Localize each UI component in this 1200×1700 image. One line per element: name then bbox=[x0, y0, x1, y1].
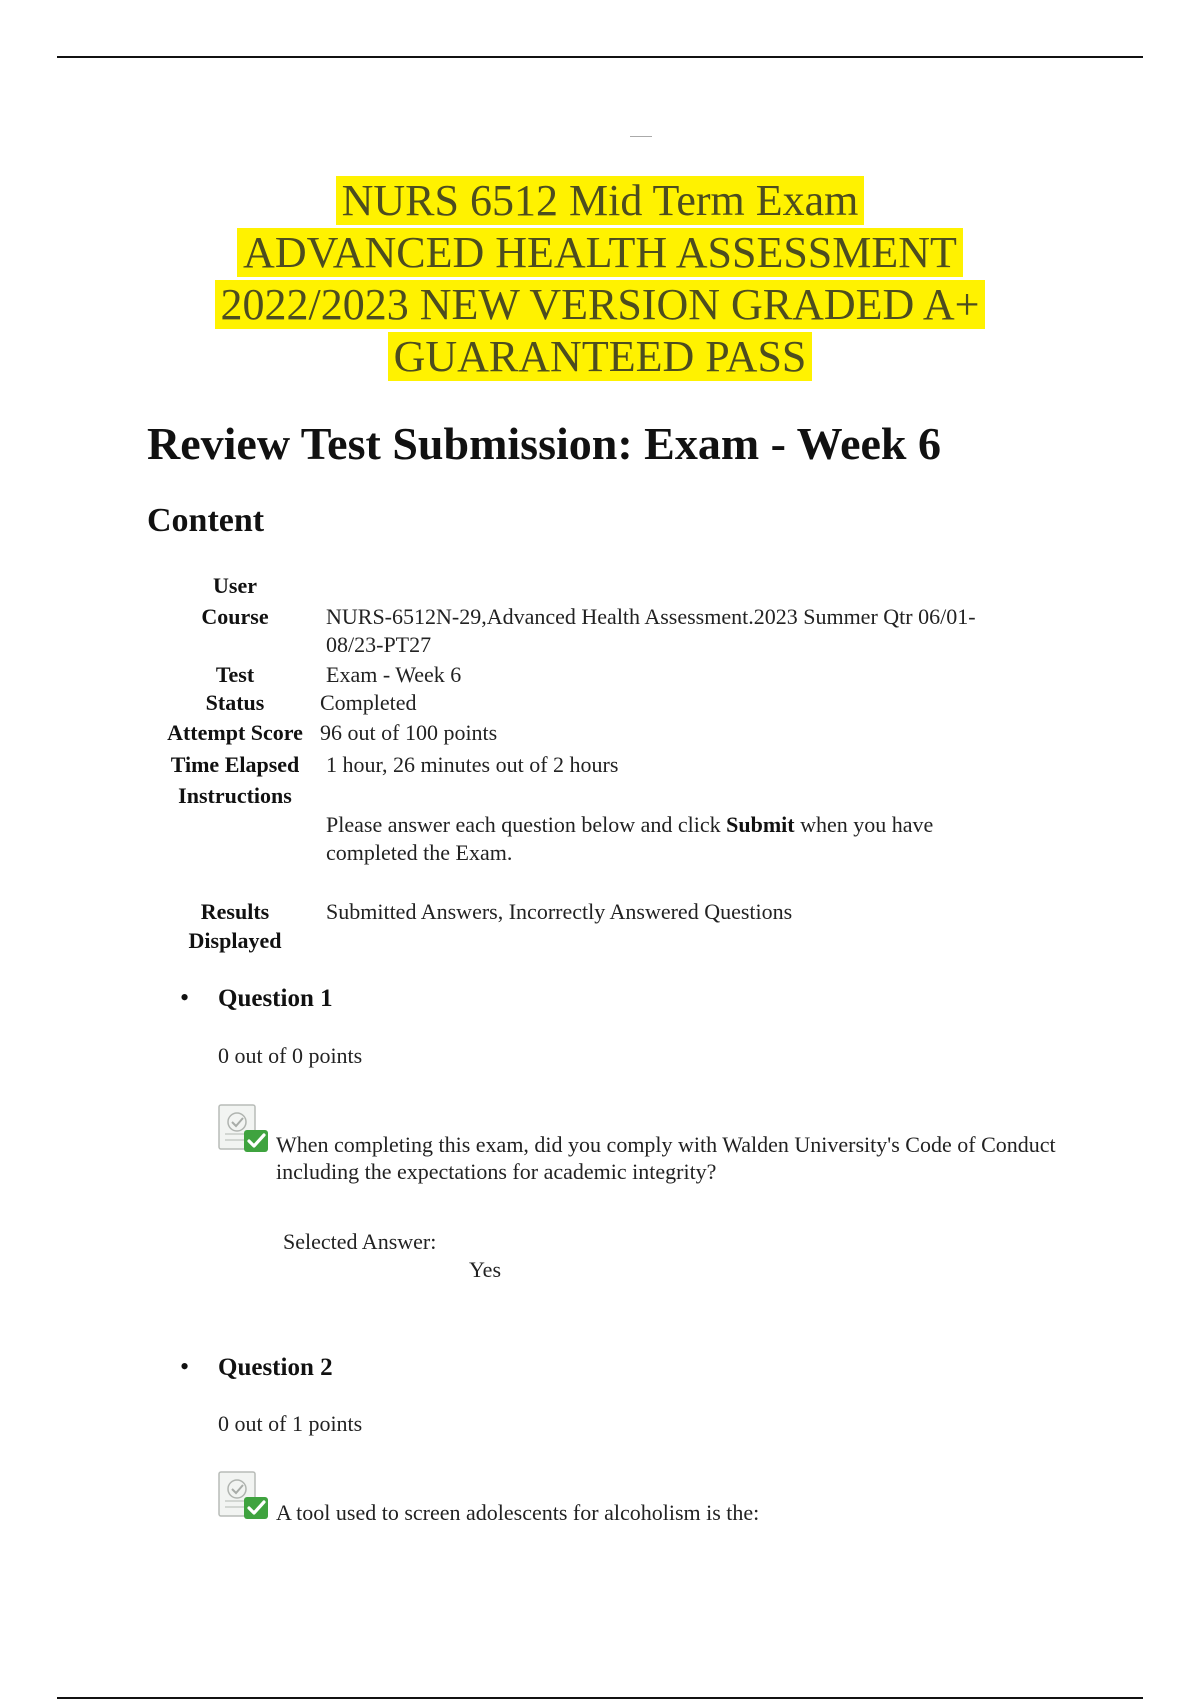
course-value-line-1: NURS-6512N-29,Advanced Health Assessment.2023 Summer Qtr 06/01- bbox=[326, 604, 976, 629]
highlighted-banner bbox=[0, 175, 1200, 383]
question-2-text: A tool used to screen adolescents for alcoholism is the: bbox=[276, 1500, 760, 1525]
section-title: Content bbox=[147, 502, 265, 539]
divider-mark bbox=[630, 136, 652, 137]
instructions-text-line-1 bbox=[326, 811, 1086, 839]
status-value: Completed bbox=[320, 690, 417, 715]
question-1-selected-answer-label: Selected Answer: bbox=[283, 1229, 437, 1254]
banner-line-3: 2022/2023 NEW VERSION GRADED A+ bbox=[215, 280, 986, 329]
checked-document-icon bbox=[218, 1471, 270, 1521]
question-1-title: Question 1 bbox=[218, 985, 333, 1012]
course-value-line-2: 08/23-PT27 bbox=[326, 632, 432, 657]
question-1-text-line-2: including the expectations for academic integrity? bbox=[276, 1159, 717, 1184]
question-2-title: Question 2 bbox=[218, 1354, 333, 1381]
question-1-bullet: • bbox=[180, 983, 190, 1012]
banner-line-1: NURS 6512 Mid Term Exam bbox=[336, 176, 865, 225]
question-1-selected-answer-value: Yes bbox=[469, 1257, 502, 1282]
banner-line-2: ADVANCED HEALTH ASSESSMENT bbox=[237, 228, 963, 277]
time-elapsed-value: 1 hour, 26 minutes out of 2 hours bbox=[326, 752, 619, 777]
question-2-bullet: • bbox=[180, 1352, 190, 1381]
question-2-points: 0 out of 1 points bbox=[218, 1411, 363, 1436]
instructions-label: Instructions bbox=[178, 783, 292, 808]
instructions-text-start: Please answer each question below and click bbox=[326, 812, 727, 837]
banner-line-4: GUARANTEED PASS bbox=[388, 332, 813, 381]
attempt-score-value: 96 out of 100 points bbox=[320, 720, 498, 745]
page-title: Review Test Submission: Exam - Week 6 bbox=[147, 418, 942, 469]
instructions-text-line-2: completed the Exam. bbox=[326, 840, 513, 865]
results-displayed-label-line-1: Results bbox=[200, 899, 270, 924]
top-rule bbox=[57, 56, 1143, 58]
bottom-rule bbox=[57, 1697, 1143, 1699]
instructions-submit-word: Submit bbox=[726, 812, 795, 837]
question-1-points: 0 out of 0 points bbox=[218, 1043, 363, 1068]
test-value: Exam - Week 6 bbox=[326, 662, 462, 687]
user-label: User bbox=[213, 573, 257, 598]
attempt-score-label: Attempt Score bbox=[167, 720, 303, 745]
results-displayed-label-line-2: Displayed bbox=[188, 928, 282, 953]
status-label: Status bbox=[205, 690, 265, 715]
test-label: Test bbox=[215, 662, 255, 687]
course-label: Course bbox=[201, 604, 269, 629]
checked-document-icon bbox=[218, 1104, 270, 1154]
question-1-text-line-1: When completing this exam, did you comply with Walden University's Code of Conduct bbox=[276, 1132, 1056, 1157]
time-elapsed-label: Time Elapsed bbox=[170, 752, 300, 777]
instructions-text-end: when you have bbox=[794, 812, 934, 837]
results-displayed-value: Submitted Answers, Incorrectly Answered Questions bbox=[326, 899, 793, 924]
